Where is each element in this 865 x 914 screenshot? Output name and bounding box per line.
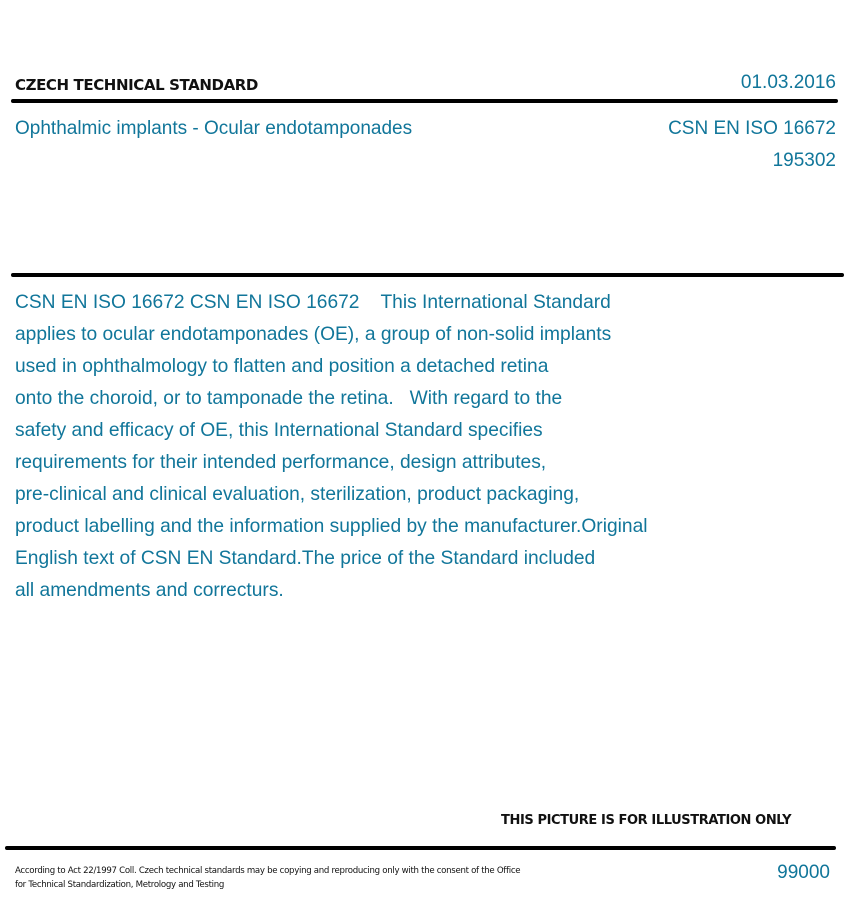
description-line: onto the choroid, or to tamponade the retina. With regard to the <box>15 388 563 409</box>
section-divider <box>11 273 844 277</box>
description-line: English text of CSN EN Standard.The price of the Standard included <box>15 548 596 569</box>
legal-line-2: for Technical Standardization, Metrology and Testing <box>15 880 225 890</box>
illustration-note: THIS PICTURE IS FOR ILLUSTRATION ONLY <box>501 813 792 828</box>
standard-title: Ophthalmic implants - Ocular endotamponades <box>15 118 413 139</box>
description-line: CSN EN ISO 16672 CSN EN ISO 16672 This International Standard <box>15 292 611 313</box>
description-line: pre-clinical and clinical evaluation, sterilization, product packaging, <box>15 484 580 505</box>
header-divider <box>11 99 838 103</box>
legal-line-1: According to Act 22/1997 Coll. Czech technical standards may be copying and reproducing only with the consent of the Office <box>15 866 521 876</box>
description-line: all amendments and correcturs. <box>15 580 284 601</box>
description-line: requirements for their intended performance, design attributes, <box>15 452 547 473</box>
document-type: CZECH TECHNICAL STANDARD <box>15 76 258 94</box>
catalog-number: 195302 <box>772 150 836 171</box>
description-line: used in ophthalmology to flatten and position a detached retina <box>15 356 549 377</box>
publication-date: 01.03.2016 <box>740 72 836 93</box>
standard-code: CSN EN ISO 16672 <box>668 118 836 139</box>
legal-notice <box>15 864 520 892</box>
footer-divider <box>5 846 836 850</box>
description-line: safety and efficacy of OE, this International Standard specifies <box>15 420 543 441</box>
description-line: product labelling and the information supplied by the manufacturer.Original <box>15 516 648 537</box>
description-line: applies to ocular endotamponades (OE), a group of non-solid implants <box>15 324 612 345</box>
price: 99000 <box>777 862 830 883</box>
